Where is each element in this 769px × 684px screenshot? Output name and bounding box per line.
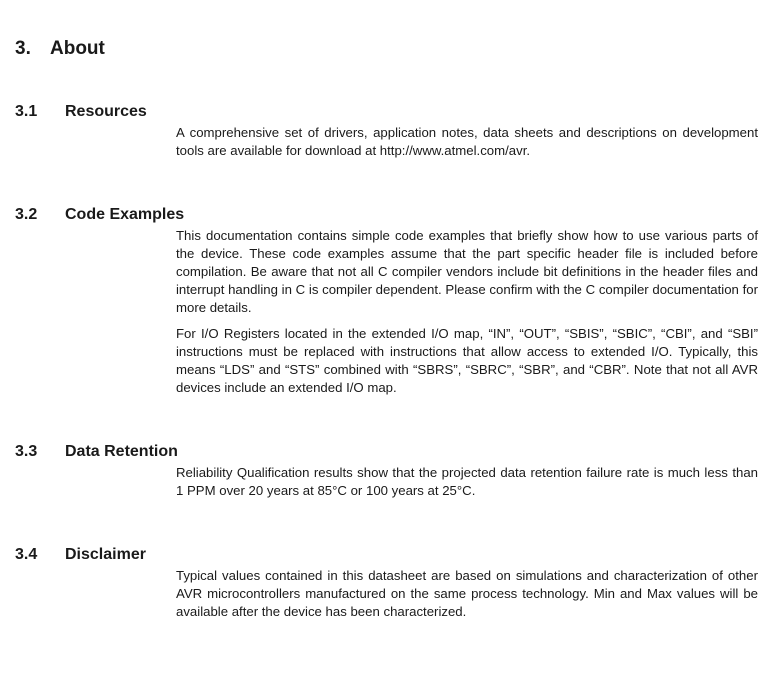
section-heading <box>15 441 760 463</box>
section-title: Data Retention <box>65 443 178 460</box>
chapter-number: 3. <box>15 38 31 59</box>
section-paragraph: Reliability Qualification results show that the projected data retention failure rate is much less than 1 PPM over 20 years at 85°C or 100 years at 25°C. <box>176 465 758 498</box>
section-code-examples <box>15 204 760 397</box>
section-heading <box>15 544 760 566</box>
section-title: Resources <box>65 103 147 120</box>
section-paragraph: A comprehensive set of drivers, application notes, data sheets and descriptions on development tools are available for download at http://www.atmel.com/avr. <box>176 125 758 158</box>
section-heading <box>15 204 760 226</box>
section-number: 3.3 <box>15 443 38 460</box>
section-paragraph: Typical values contained in this datasheet are based on simulations and characterization of other AVR microcontrollers manufactured on the same process technology. Min and Max values will be available after the device has been characterized. <box>176 568 758 619</box>
section-disclaimer <box>15 544 760 621</box>
section-heading <box>15 101 760 123</box>
section-title: Code Examples <box>65 206 185 223</box>
section-number: 3.2 <box>15 206 38 223</box>
section-number: 3.1 <box>15 103 38 120</box>
section-data-retention <box>15 441 760 500</box>
chapter-heading <box>15 38 105 60</box>
section-number: 3.4 <box>15 546 38 563</box>
chapter-title: About <box>50 38 105 59</box>
section-resources <box>15 101 760 160</box>
section-paragraph: This documentation contains simple code examples that briefly show how to use various parts of the device. These code examples assume that the part specific header file is included before compilation. Be aware that not all C compiler vendors include bit definitions in the header files and interrupt handling in C is compiler dependent. Please confirm with the C compiler documentation for more details. <box>176 228 758 315</box>
section-paragraph: For I/O Registers located in the extended I/O map, “IN”, “OUT”, “SBIS”, “SBIC”, “CBI”, and “SBI” instructions must be replaced with instructions that allow access to extended I/O. Typically, this means “LDS” and “STS” combined with “SBRS”, “SBRC”, “SBR”, and “CBR”. Note that not all AVR devices include an extended I/O map. <box>176 326 758 395</box>
section-title: Disclaimer <box>65 546 146 563</box>
